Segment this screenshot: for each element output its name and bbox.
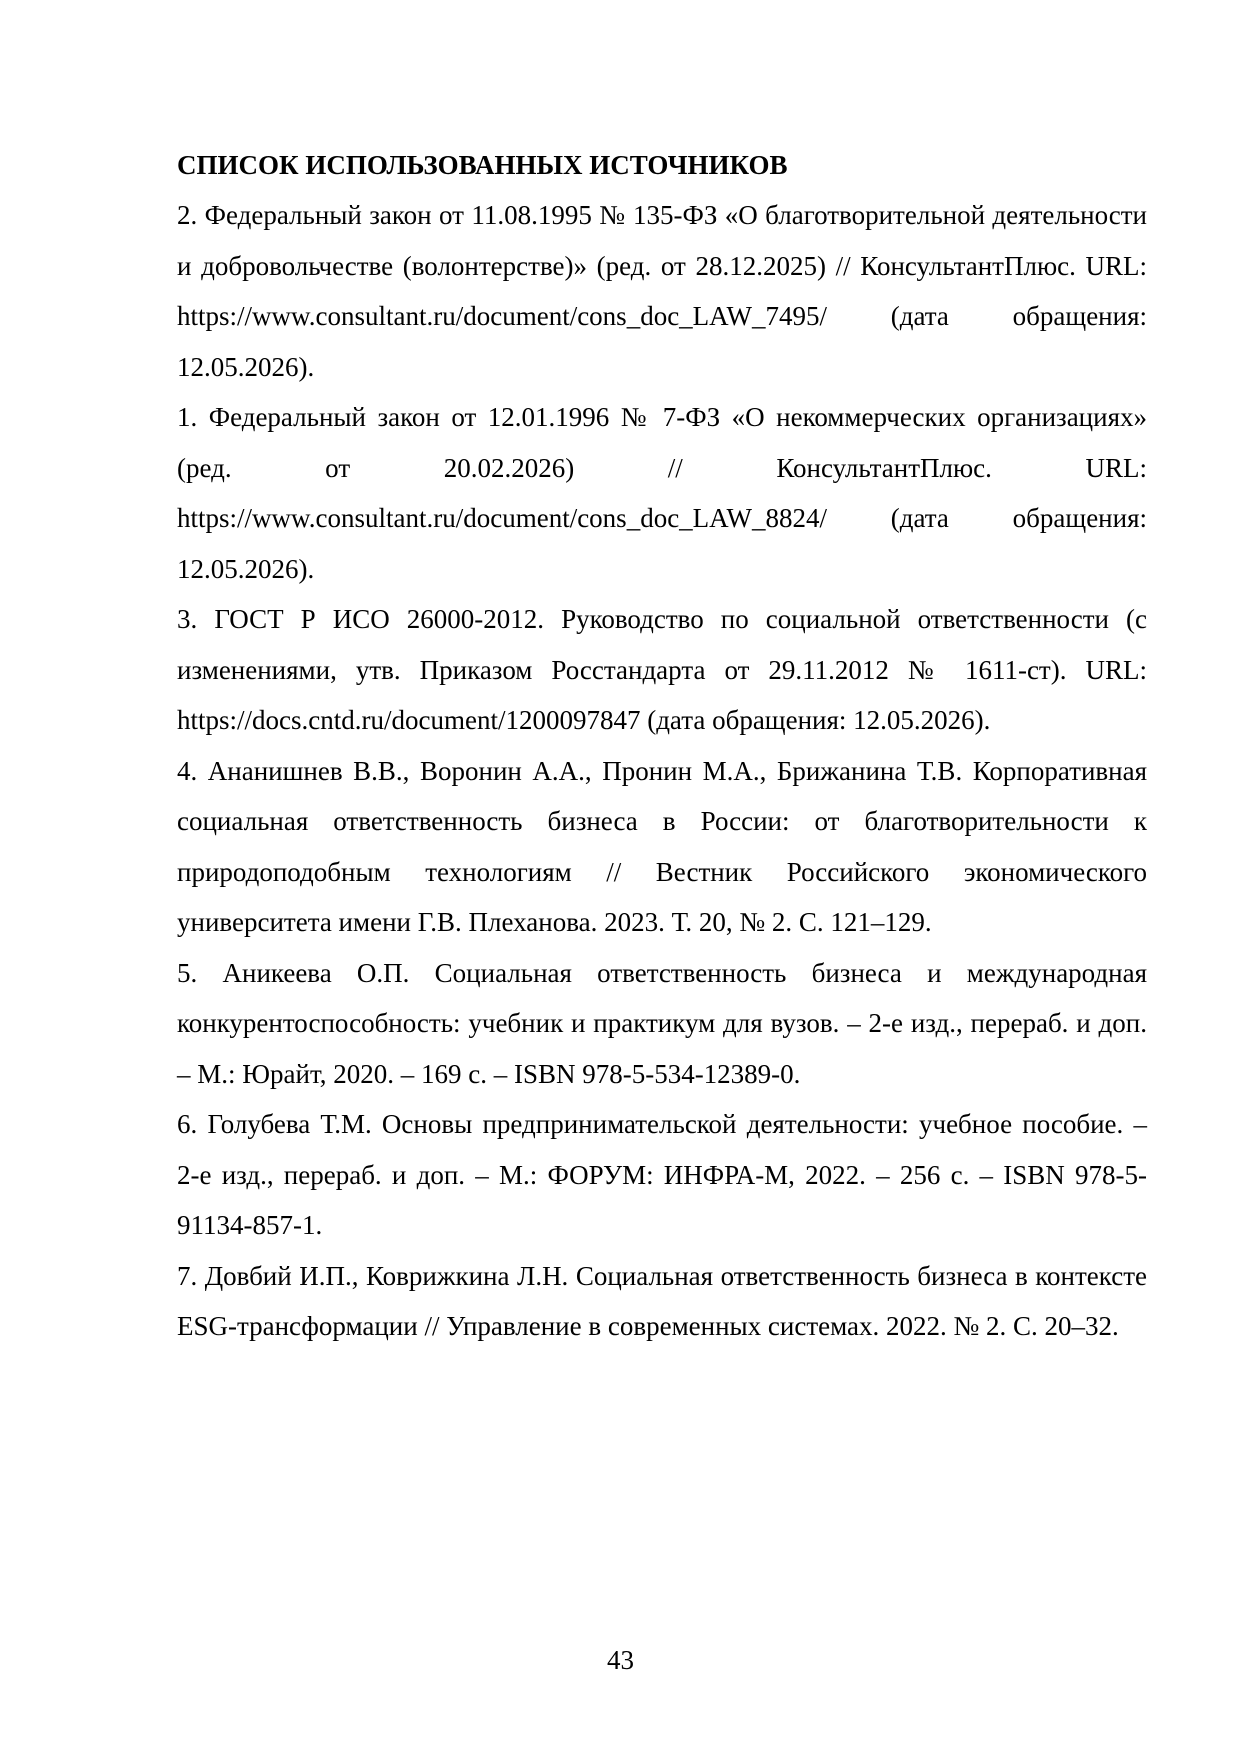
- reference-entry: 3. ГОСТ Р ИСО 26000-2012. Руководство по социальной ответственности (с изменениями, утв. Приказом Росстандарта от 29.11.2012 № 1611-ст). URL: https://docs.cntd.ru/document/1200097847 (дата обращения: 12.05.2026).: [177, 604, 1147, 735]
- page-number: 43: [607, 1645, 634, 1675]
- reference-entry: 2. Федеральный закон от 11.08.1995 № 135-ФЗ «О благотворительной деятельности и добровольчестве (волонтерстве)» (ред. от 28.12.2025) // КонсультантПлюс. URL: https://www.consultant.ru/document/cons_doc_LAW_7495/ (дата обращения: 12.05.2026).: [177, 200, 1147, 382]
- reference-entry: 7. Довбий И.П., Коврижкина Л.Н. Социальная ответственность бизнеса в контексте ESG-трансформации // Управление в современных системах. 2022. № 2. С. 20–32.: [177, 1260, 1147, 1341]
- page-title: СПИСОК ИСПОЛЬЗОВАННЫХ ИСТОЧНИКОВ: [177, 150, 788, 180]
- reference-entry: 5. Аникеева О.П. Социальная ответственность бизнеса и международная конкурентоспособность: учебник и практикум для вузов. – 2-е изд., перераб. и доп. – М.: Юрайт, 2020. – 169 с. – ISBN 978-5-534-12389-0.: [177, 957, 1147, 1089]
- reference-entry: 4. Ананишнев В.В., Воронин А.А., Пронин М.А., Брижанина Т.В. Корпоративная социальная ответственность бизнеса в России: от благотворительности к природоподобным технологиям // Вестник Российского экономического университета имени Г.В. Плеханова. 2023. Т. 20, № 2. С. 121–129.: [177, 755, 1147, 937]
- page-content: [177, 140, 1147, 1352]
- reference-entry: 1. Федеральный закон от 12.01.1996 № 7-ФЗ «О некоммерческих организациях» (ред. от 20.02.2026) // КонсультантПлюс. URL: https://www.consultant.ru/document/cons_doc_LAW_8824/ (дата обращения: 12.05.2026).: [177, 402, 1147, 584]
- reference-entry: 6. Голубева Т.М. Основы предпринимательской деятельности: учебное пособие. – 2-е изд., перераб. и доп. – М.: ФОРУМ: ИНФРА-М, 2022. – 256 с. – ISBN 978-5-91134-857-1.: [177, 1109, 1147, 1240]
